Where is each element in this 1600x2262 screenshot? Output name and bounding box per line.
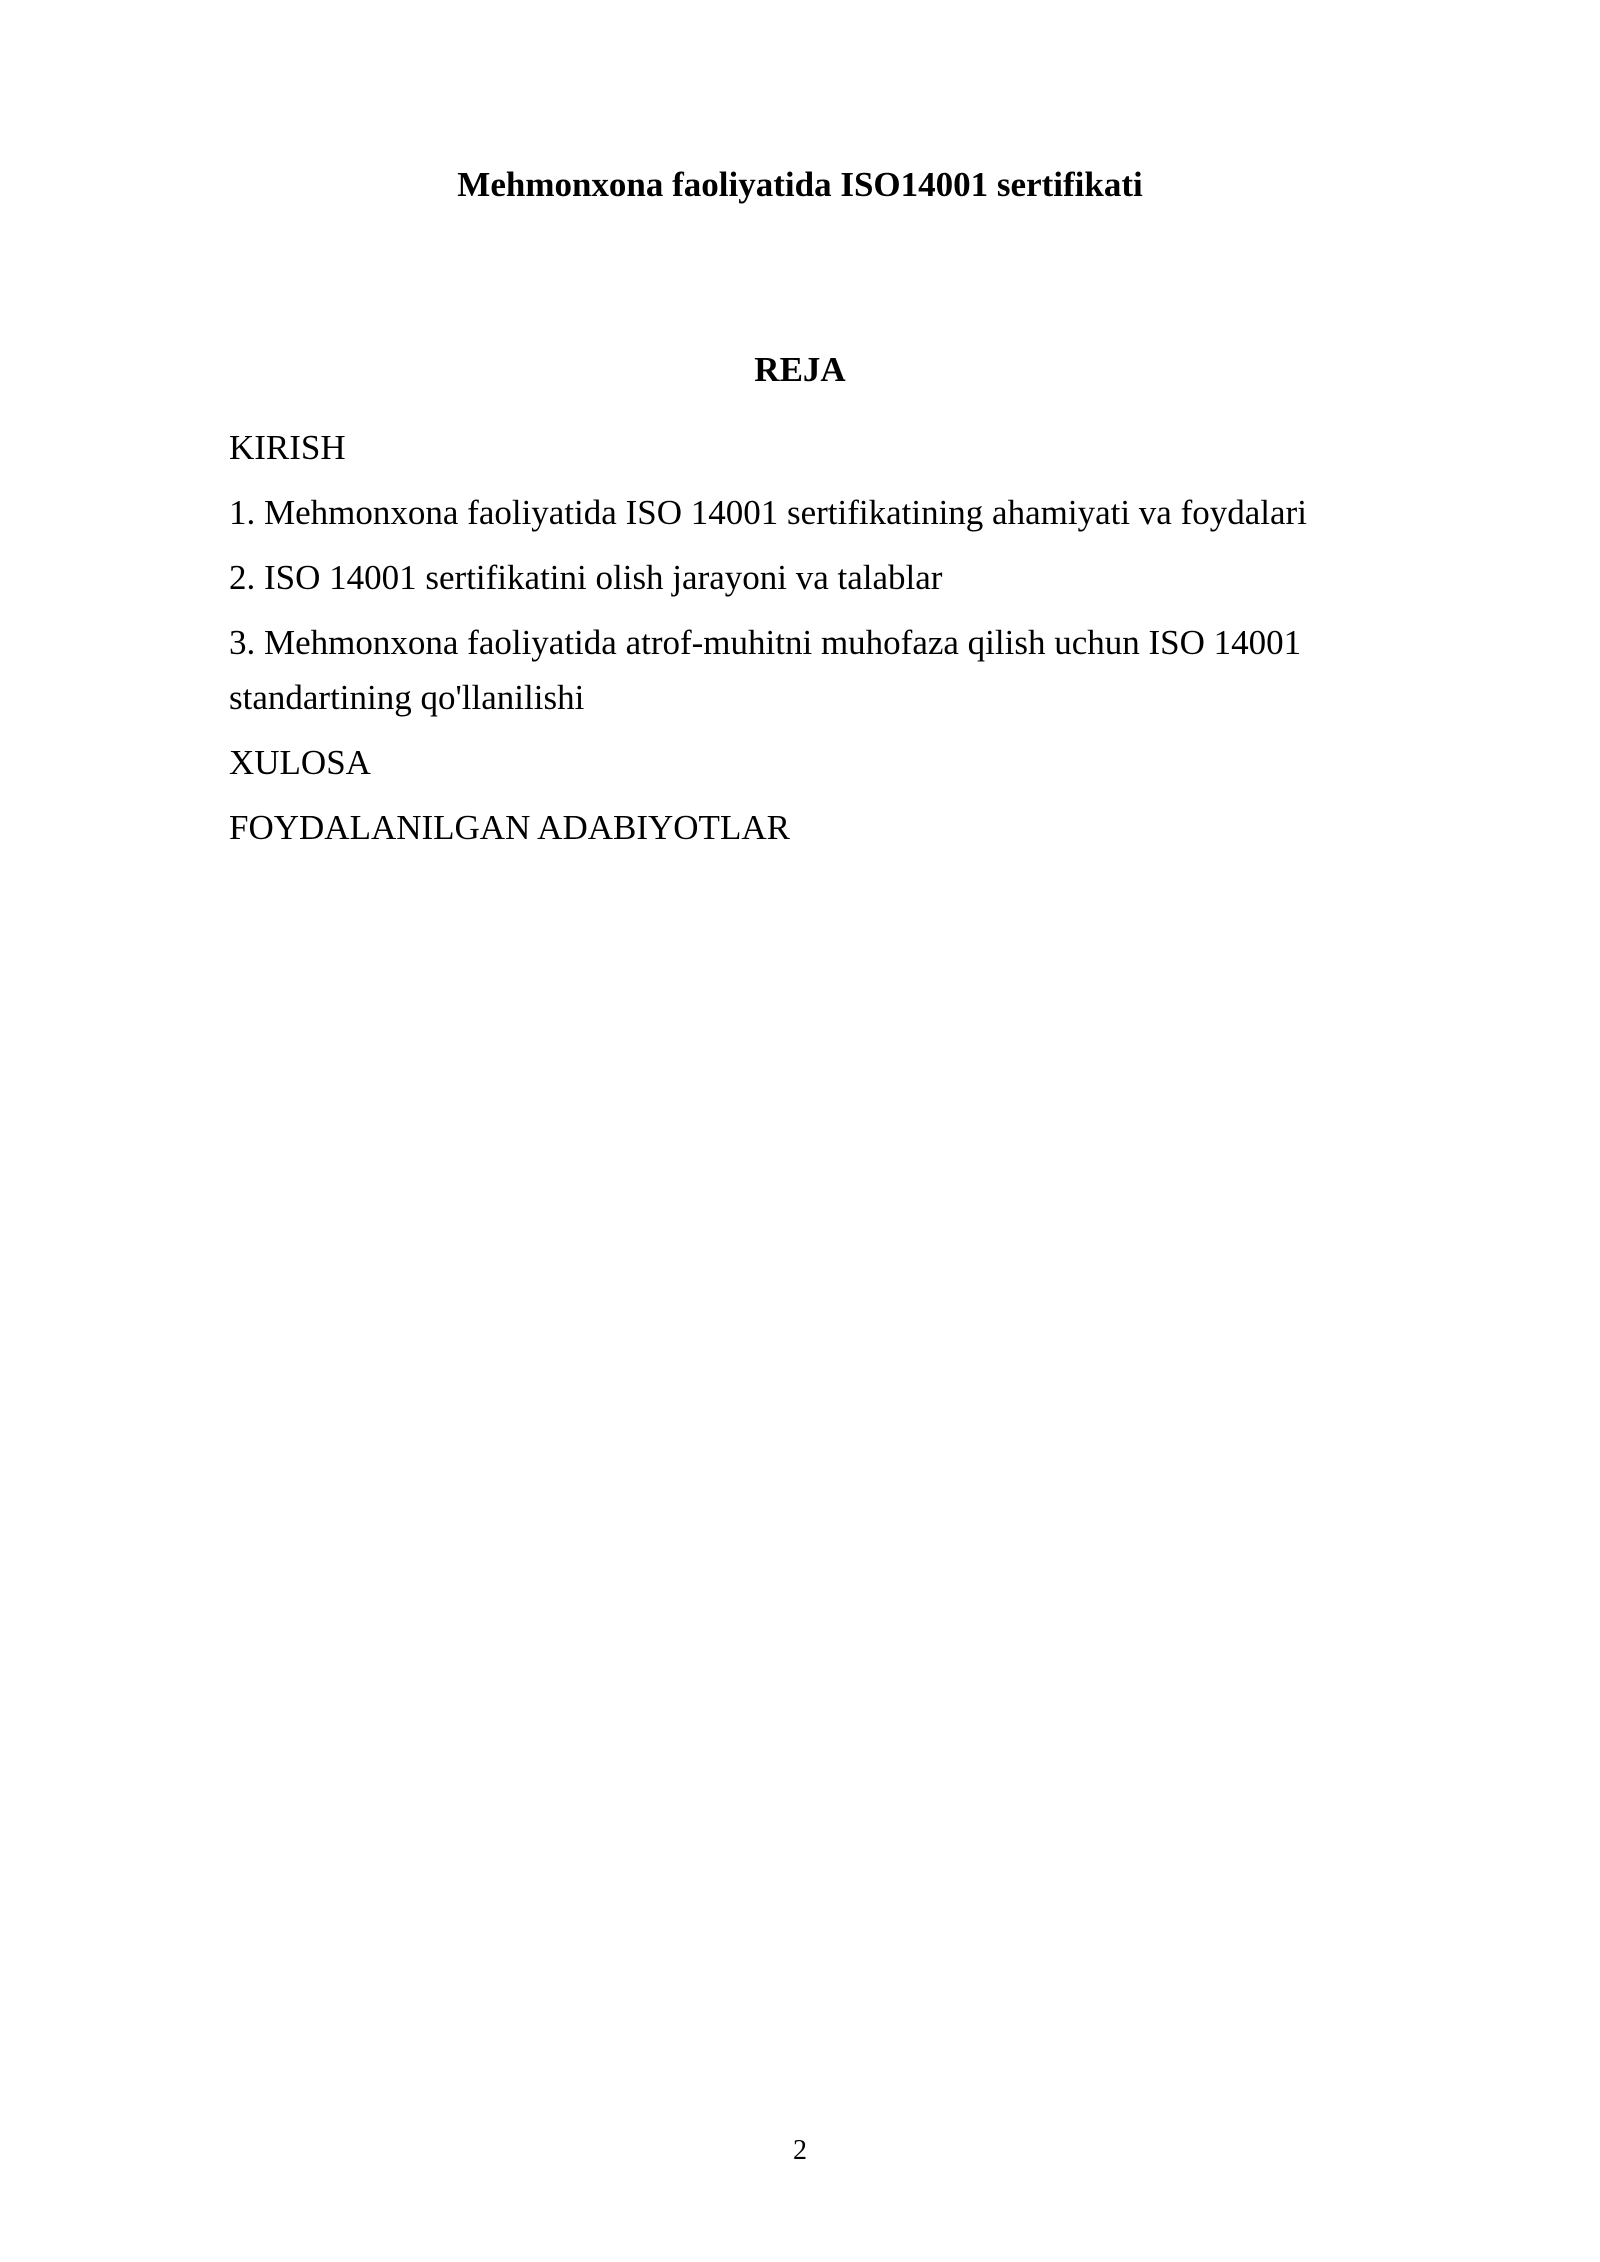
table-of-contents	[229, 420, 1409, 865]
page-number: 2	[793, 2135, 807, 2166]
toc-item-references: FOYDALANILGAN ADABIYOTLAR	[229, 808, 790, 847]
toc-item-section-3: 3. Mehmonxona faoliyatida atrof-muhitni muhofaza qilish uchun ISO 14001 standartining qo'llanilishi	[229, 623, 1302, 717]
document-title: Mehmonxona faoliyatida ISO14001 sertifikati	[457, 165, 1143, 204]
toc-item-section-2: 2. ISO 14001 sertifikatini olish jarayoni va talablar	[229, 558, 943, 597]
toc-item-section-1: 1. Mehmonxona faoliyatida ISO 14001 sertifikatining ahamiyati va foydalari	[229, 493, 1307, 532]
toc-item-conclusion: XULOSA	[229, 743, 371, 782]
toc-item-introduction: KIRISH	[229, 428, 346, 467]
plan-heading: REJA	[754, 350, 846, 389]
